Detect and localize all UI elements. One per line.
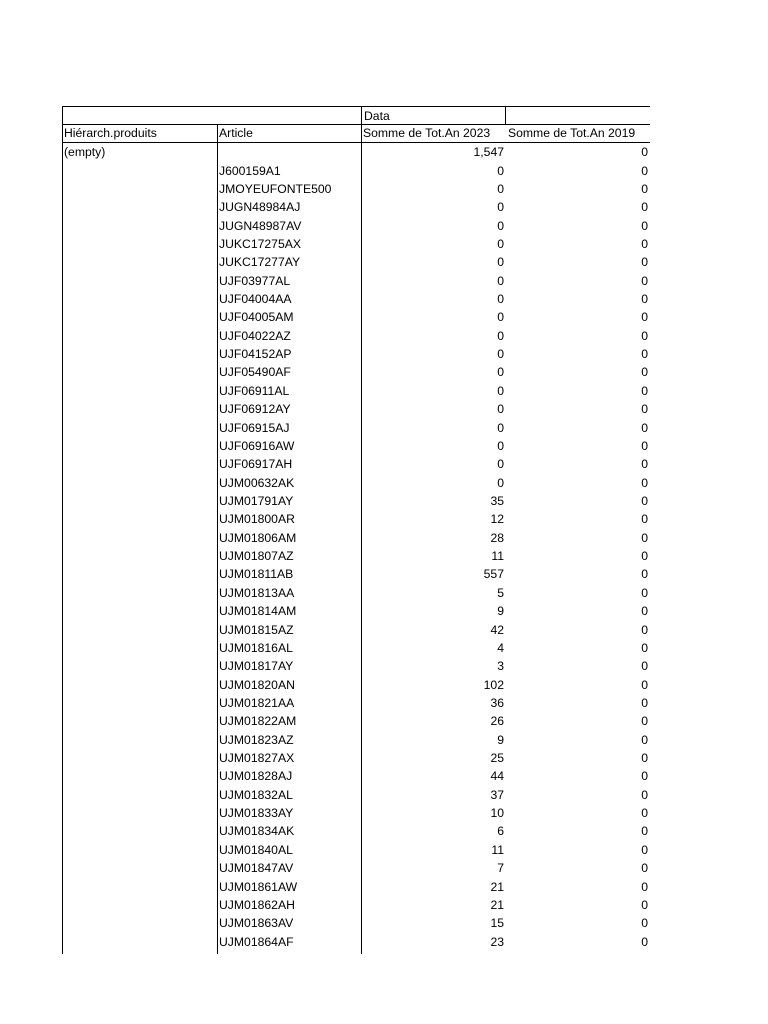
table-row [62,217,650,235]
sum-2019-cell: 0 [641,824,648,839]
sum-2023-cell: 557 [483,567,504,582]
table-row [62,180,650,198]
sum-2023-cell: 0 [497,255,504,270]
article-cell: UJM01807AZ [219,549,294,564]
sum-2019-cell: 0 [641,714,648,729]
article-cell: UJM01811AB [219,567,294,582]
article-cell: JUGN48987AV [219,218,302,233]
sum-2023-cell: 9 [497,732,504,747]
table-row [62,529,650,547]
sum-2023-cell: 21 [490,879,504,894]
sum-2023-cell: 0 [497,420,504,435]
article-cell: UJM01834AK [219,824,295,839]
sum-2023-cell: 3 [497,659,504,674]
pivot-table [62,106,650,954]
article-cell: UJF06911AL [219,383,290,398]
sum-2019-cell: 0 [641,732,648,747]
table-row [62,676,650,694]
table-row [62,272,650,290]
sum-2019-cell: 0 [641,842,648,857]
table-row [62,363,650,381]
sum-2019-cell: 0 [641,383,648,398]
sum-2019-cell: 0 [641,292,648,307]
sum-2019-cell: 0 [641,751,648,766]
sum-2019-cell: 0 [641,273,648,288]
table-row [62,198,650,216]
table-row [62,841,650,859]
sum-2019-cell: 0 [641,236,648,251]
table-row [62,584,650,602]
article-cell: UJM01863AV [219,916,294,931]
article-cell: UJM01814AM [219,604,297,619]
table-row [62,621,650,639]
sum-2023-cell: 0 [497,310,504,325]
table-row [62,822,650,840]
table-row [62,547,650,565]
sum-2023-cell: 9 [497,604,504,619]
article-cell: UJF04022AZ [219,328,291,343]
table-row [62,914,650,932]
sum-2019-cell: 0 [641,475,648,490]
sum-2019-cell: 0 [641,328,648,343]
sum-2023-cell: 0 [497,163,504,178]
sum-2019-cell: 0 [641,181,648,196]
sum-2019-cell: 0 [641,806,648,821]
article-rows [62,106,650,954]
table-row [62,749,650,767]
article-cell: UJM01833AY [219,806,294,821]
sum-2023-cell: 4 [497,640,504,655]
sum-2019-cell: 0 [641,916,648,931]
article-cell: UJM01821AA [219,695,295,710]
sum-2019-cell: 0 [641,365,648,380]
sum-2023-cell: 0 [497,273,504,288]
article-cell: UJF03977AL [219,273,291,288]
header-sum-2019: Somme de Tot.An 2019 [508,126,636,140]
article-cell: UJM01864AF [219,934,294,949]
table-row [62,253,650,271]
table-row [62,767,650,785]
sum-2023-cell: 11 [491,549,504,564]
sum-2019-cell: 0 [641,769,648,784]
table-row [62,474,650,492]
sum-2023-cell: 0 [497,457,504,472]
article-cell: UJF06915AJ [219,420,290,435]
sum-2023-cell: 44 [490,769,504,784]
sum-2019-cell: 0 [641,218,648,233]
table-row [62,565,650,583]
sum-2019-cell: 0 [641,163,648,178]
sum-2019-cell: 0 [641,457,648,472]
sum-2019-cell: 0 [641,438,648,453]
table-row [62,786,650,804]
sum-2023-cell: 0 [497,402,504,417]
sum-2019-cell: 0 [641,861,648,876]
article-cell: UJM01815AZ [219,622,294,637]
article-cell: UJF05490AF [219,365,291,380]
sum-2023-cell: 12 [490,512,504,527]
sum-2023-cell: 0 [497,365,504,380]
sum-2019-cell: 0 [641,585,648,600]
sum-2023-cell: 0 [497,475,504,490]
sum-2023-cell: 26 [490,714,504,729]
sum-2023-cell: 21 [490,897,504,912]
table-row [62,382,650,400]
table-row [62,437,650,455]
article-cell: UJM01840AL [219,842,293,857]
sum-2019-cell: 0 [641,200,648,215]
sum-2019-cell: 0 [641,787,648,802]
table-row [62,657,650,675]
table-row [62,933,650,951]
article-cell: UJM01828AJ [219,769,293,784]
sum-2019-cell: 0 [641,640,648,655]
header-hierarchy: Hiérarch.produits [64,126,157,140]
sum-2019-cell: 0 [641,255,648,270]
table-row [62,712,650,730]
group-sum-2023: 1,547 [473,145,504,159]
article-cell: UJM01822AM [219,714,297,729]
table-row [62,878,650,896]
article-cell: UJM01832AL [219,787,293,802]
sum-2023-cell: 0 [497,200,504,215]
article-cell: JUGN48984AJ [219,200,301,215]
sum-2023-cell: 102 [483,677,504,692]
sum-2019-cell: 0 [641,420,648,435]
sum-2023-cell: 28 [490,530,504,545]
article-cell: JMOYEUFONTE500 [219,181,332,196]
table-row [62,400,650,418]
sum-2023-cell: 11 [491,842,504,857]
sum-2023-cell: 0 [497,236,504,251]
sum-2023-cell: 37 [490,787,504,802]
table-row [62,290,650,308]
sum-2023-cell: 0 [497,181,504,196]
sum-2019-cell: 0 [641,549,648,564]
sum-2019-cell: 0 [641,695,648,710]
table-row [62,694,650,712]
article-cell: UJF04152AP [219,347,292,362]
sum-2023-cell: 0 [497,218,504,233]
sum-2019-cell: 0 [641,659,648,674]
article-cell: UJF04004AA [219,292,292,307]
sum-2023-cell: 10 [490,806,504,821]
group-hierarchy-value: (empty) [64,145,106,159]
article-cell: JUKC17275AX [219,236,301,251]
table-row [62,419,650,437]
table-row [62,510,650,528]
article-cell: UJM01847AV [219,861,294,876]
article-cell: UJM01823AZ [219,732,294,747]
article-cell: UJM01791AY [219,493,294,508]
article-cell: UJM01813AA [219,585,295,600]
sum-2023-cell: 0 [497,438,504,453]
article-cell: UJM00632AK [219,475,295,490]
sum-2019-cell: 0 [641,402,648,417]
sum-2023-cell: 0 [497,292,504,307]
article-cell: UJF06916AW [219,438,295,453]
sum-2023-cell: 23 [490,934,504,949]
article-cell: UJM01817AY [219,659,294,674]
sum-2019-cell: 0 [641,512,648,527]
group-sum-2019: 0 [641,145,648,159]
article-cell: UJF06917AH [219,457,293,472]
table-row [62,602,650,620]
sum-2023-cell: 15 [490,916,504,931]
sum-2019-cell: 0 [641,897,648,912]
header-article: Article [219,126,253,140]
article-cell: J600159A1 [219,163,281,178]
article-cell: UJF06912AY [219,402,291,417]
data-header-label: Data [364,109,390,123]
sum-2019-cell: 0 [641,879,648,894]
sum-2019-cell: 0 [641,347,648,362]
sum-2019-cell: 0 [641,310,648,325]
sum-2019-cell: 0 [641,677,648,692]
sum-2023-cell: 0 [497,383,504,398]
article-cell: UJM01806AM [219,530,297,545]
sum-2023-cell: 0 [497,347,504,362]
sum-2019-cell: 0 [641,567,648,582]
article-cell: UJM01800AR [219,512,295,527]
sum-2019-cell: 0 [641,530,648,545]
article-cell: UJM01862AH [219,897,295,912]
article-cell: UJM01820AN [219,677,295,692]
table-row [62,731,650,749]
table-row [62,859,650,877]
article-cell: JUKC17277AY [219,255,301,270]
sum-2019-cell: 0 [641,622,648,637]
sum-2019-cell: 0 [641,493,648,508]
table-row [62,308,650,326]
sum-2023-cell: 42 [490,622,504,637]
article-cell: UJM01827AX [219,751,295,766]
table-row [62,162,650,180]
sum-2023-cell: 35 [490,493,504,508]
table-row [62,327,650,345]
sum-2019-cell: 0 [641,934,648,949]
article-cell: UJF04005AM [219,310,294,325]
sum-2023-cell: 25 [490,751,504,766]
sum-2019-cell: 0 [641,604,648,619]
sum-2023-cell: 6 [497,824,504,839]
table-row [62,492,650,510]
sum-2023-cell: 36 [490,695,504,710]
sum-2023-cell: 5 [497,585,504,600]
article-cell: UJM01861AW [219,879,298,894]
table-row [62,896,650,914]
article-cell: UJM01816AL [219,640,293,655]
table-row [62,804,650,822]
table-row [62,639,650,657]
sum-2023-cell: 0 [497,328,504,343]
table-row [62,345,650,363]
header-sum-2023: Somme de Tot.An 2023 [363,126,491,140]
sum-2023-cell: 7 [497,861,504,876]
table-row [62,455,650,473]
table-row [62,235,650,253]
